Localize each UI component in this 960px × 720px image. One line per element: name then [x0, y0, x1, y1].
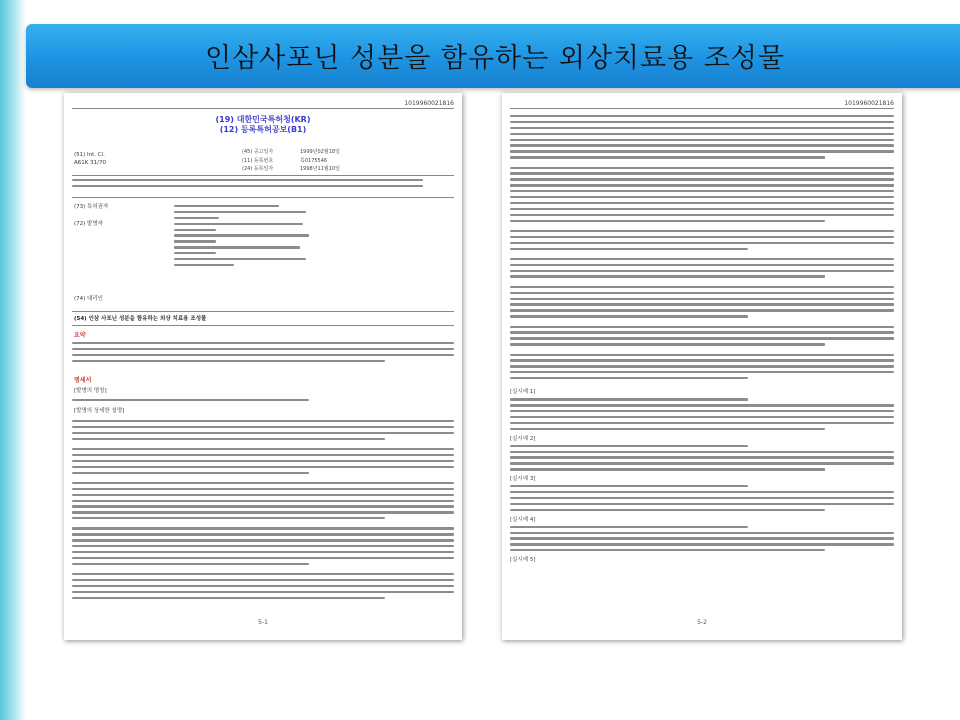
text-line	[72, 539, 454, 541]
text-line	[72, 354, 454, 356]
text-line	[510, 286, 894, 288]
text-line	[510, 491, 894, 493]
text-line	[72, 448, 454, 450]
abstract-text	[72, 342, 454, 366]
divider	[72, 197, 454, 198]
text-line	[510, 422, 894, 424]
text-line	[174, 264, 234, 266]
text-line	[72, 185, 423, 187]
text-line	[72, 579, 454, 581]
applicant-label: (73) 특허권자	[74, 204, 109, 210]
text-line	[510, 242, 894, 244]
text-line	[72, 585, 454, 587]
decorative-side-strip	[0, 0, 26, 720]
slide-title: 인삼사포닌 성분을 함유하는 외상치료용 조성물	[205, 43, 785, 74]
pub-date: 1999년02월18일	[300, 149, 340, 155]
text-line	[510, 292, 894, 294]
divider	[72, 175, 454, 176]
text-line	[510, 309, 894, 311]
title-banner	[26, 24, 960, 88]
text-line	[510, 371, 894, 373]
reg-date: 1998년11월10일	[300, 166, 340, 172]
int-cl-code: A61K 31/70	[74, 160, 106, 166]
text-line	[510, 451, 894, 453]
text-line	[510, 503, 894, 505]
text-line	[510, 462, 894, 464]
text-line	[510, 178, 894, 180]
text-line	[72, 591, 454, 593]
text-line	[510, 167, 894, 169]
example-3-label: [실시예 3]	[510, 476, 536, 483]
text-line	[510, 526, 748, 528]
text-line	[72, 360, 385, 362]
text-line	[72, 505, 454, 507]
text-line	[510, 337, 894, 339]
header-line-2: (12) 등록특허공보(B1)	[219, 125, 307, 134]
text-line	[510, 196, 894, 198]
text-line	[510, 537, 894, 539]
text-line	[510, 549, 825, 551]
patent-header	[64, 115, 462, 135]
text-line	[510, 398, 748, 400]
parties-block	[174, 205, 324, 270]
text-line	[72, 179, 423, 181]
text-line	[72, 466, 454, 468]
text-line	[72, 399, 309, 401]
text-line	[510, 532, 894, 534]
invention-title-label: [발명의 명칭]	[74, 388, 107, 394]
text-line	[72, 563, 309, 565]
text-line	[510, 315, 748, 317]
text-line	[174, 252, 216, 254]
text-line	[72, 494, 454, 496]
text-line	[72, 438, 385, 440]
text-line	[510, 445, 748, 447]
text-line	[72, 454, 454, 456]
text-line	[72, 348, 454, 350]
text-line	[72, 420, 454, 422]
text-line	[510, 275, 825, 277]
text-line	[174, 223, 303, 225]
text-line	[510, 410, 894, 412]
abstract-heading: 요약	[74, 332, 86, 339]
text-line	[510, 190, 894, 192]
text-line	[72, 551, 454, 553]
invention-title-text	[72, 399, 454, 405]
description-body	[72, 420, 454, 603]
text-line	[510, 208, 894, 210]
text-line	[72, 533, 454, 535]
doc-number: 1019960021816	[404, 100, 454, 107]
example-1-label: [실시예 1]	[510, 389, 536, 396]
text-line	[72, 500, 454, 502]
text-line	[510, 416, 894, 418]
text-line	[510, 156, 825, 158]
detail-label: [발명의 상세한 설명]	[74, 408, 125, 414]
reg-no-label: (11) 등록번호	[242, 157, 274, 164]
divider	[510, 108, 894, 109]
text-line	[510, 202, 894, 204]
text-line	[72, 597, 385, 599]
text-line	[510, 230, 894, 232]
patent-page-2	[502, 93, 902, 640]
divider	[72, 311, 454, 312]
text-line	[510, 343, 825, 345]
text-line	[72, 527, 454, 529]
text-line	[510, 115, 894, 117]
divider	[72, 108, 454, 109]
text-line	[72, 482, 454, 484]
int-cl-label: (51) Int. Cl.	[74, 152, 105, 158]
example-5-label: [실시예 5]	[510, 557, 536, 564]
text-line	[510, 144, 894, 146]
text-line	[72, 432, 454, 434]
header-line-1: (19) 대한민국특허청(KR)	[215, 115, 311, 124]
divider	[72, 325, 454, 326]
reg-no: 특0175546	[300, 157, 328, 164]
text-line	[174, 205, 279, 207]
text-line	[510, 468, 825, 470]
page-number: 5-2	[697, 619, 707, 626]
text-line	[510, 150, 894, 152]
bibliographic-right	[242, 148, 340, 174]
text-line	[510, 121, 894, 123]
text-line	[510, 270, 894, 272]
text-line	[510, 456, 894, 458]
text-line	[510, 214, 894, 216]
pub-date-label: (45) 공고일자	[242, 149, 274, 155]
description-continued	[510, 115, 894, 566]
text-line	[72, 460, 454, 462]
application-info-block	[72, 179, 454, 191]
example-4-label: [실시예 4]	[510, 516, 536, 523]
text-line	[72, 557, 454, 559]
text-line	[510, 139, 894, 141]
text-line	[72, 342, 454, 344]
text-line	[510, 236, 894, 238]
text-line	[174, 211, 306, 213]
text-line	[174, 229, 216, 231]
page-number: 5-1	[258, 619, 268, 626]
text-line	[174, 246, 300, 248]
text-line	[510, 220, 825, 222]
text-line	[510, 497, 894, 499]
text-line	[510, 404, 894, 406]
inventor-label: (72) 발명자	[74, 221, 103, 227]
text-line	[510, 359, 894, 361]
text-line	[510, 127, 894, 129]
specification-heading: 명세서	[74, 377, 92, 384]
text-line	[510, 326, 894, 328]
text-line	[510, 331, 894, 333]
text-line	[510, 509, 825, 511]
text-line	[72, 488, 454, 490]
text-line	[510, 248, 748, 250]
text-line	[174, 240, 216, 242]
text-line	[174, 258, 306, 260]
text-line	[510, 303, 894, 305]
text-line	[510, 172, 894, 174]
patent-subtitle: (54) 인삼 사포닌 성분을 함유하는 외상 치료용 조성물	[74, 316, 207, 322]
agent-label: (74) 대리인	[74, 296, 103, 302]
text-line	[510, 133, 894, 135]
text-line	[72, 545, 454, 547]
text-line	[72, 573, 454, 575]
text-line	[510, 184, 894, 186]
text-line	[72, 472, 309, 474]
reg-date-label: (24) 등록일자	[242, 166, 274, 172]
doc-number: 1019960021816	[844, 100, 894, 107]
text-line	[510, 428, 825, 430]
text-line	[174, 217, 219, 219]
text-line	[510, 258, 894, 260]
text-line	[72, 517, 385, 519]
text-line	[510, 264, 894, 266]
text-line	[510, 354, 894, 356]
patent-page-1	[64, 93, 462, 640]
text-line	[510, 365, 894, 367]
text-line	[510, 485, 748, 487]
example-2-label: [실시예 2]	[510, 435, 536, 442]
text-line	[72, 426, 454, 428]
text-line	[510, 298, 894, 300]
text-line	[510, 377, 748, 379]
text-line	[72, 511, 454, 513]
text-line	[174, 234, 309, 236]
text-line	[510, 543, 894, 545]
